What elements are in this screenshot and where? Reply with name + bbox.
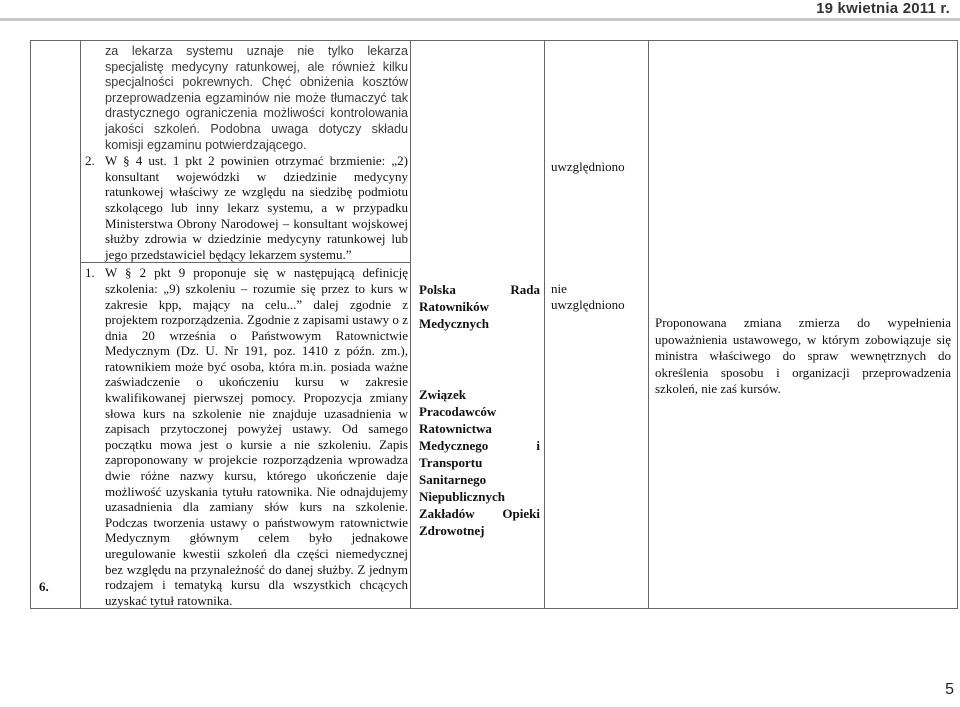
remark-item-2-text: W § 4 ust. 1 pkt 2 powinien otrzymać brzmienie: „2) konsultant wojewódzki w dziedzinie medycyny ratunkowej właściwy ze względu na siedzibę podmiotu szkolącego lub inny lekarz systemu, a w przypadku Ministerstwa Obrony Narodowej – konsultant wojskowej służby zdrowia w dziedzinie medycyny ratunkowej lub jego przedstawiciel będący lekarzem systemu.” (105, 153, 408, 262)
remark-item-3-text: W § 2 pkt 9 proponuje się w następującą definicję szkolenia: „9) szkoleniu – rozumie się przez to kurs w zakresie kpp, mający na celu...” dalej zgodnie z projektem rozporządzenia. Zgodnie z zapisami ustawy o z dnia 20 września o Państwowym Ratownictwie Medycznym (Dz. U. Nr 191, poz. 1410 z późn. zm.), ratownikiem może być osoba, która m.in. posiada ważne zaświadczenie o ukończeniu kursu w zakresie kwalifikowanej pierwszej pomocy. Propozycja zmiany słowa kurs na szkolenie nie znajduje uzasadnienia w zapisach przytoczonej powyżej ustawy. Od samego początku mowa jest o kursie a nie szkoleniu. Zapis zaproponowany w projekcie rozporządzenia wprowadza dwie różne nazwy kursu, którego ukończenie daje możliwość uzyskania tytułu ratownika. Nie odnajdujemy uzasadnienia dla zamiany słów kurs na szkolenie. Podczas tworzenia ustawy o państwowym ratownictwie Medycznym głównym celem było jednakowe uregulowanie kwestii szkoleń dla części niemedycznej bez względu na przynależność do danej służby. Z jednym rodzajem i tematyką kursu dla wszystkich chcących uzyskać tytuł ratownika. (105, 265, 408, 608)
document-date: 19 kwietnia 2011 r. (816, 0, 950, 17)
response-comment-cell (649, 41, 958, 609)
remark-item-2-marker: 2. (85, 153, 95, 169)
response-comment: Proponowana zmiana zmierza do wypełnienia upoważnienia ustawowego, w którym zobowiązuje się ministra właściwego do spraw wewnętrznych do określenia sposobu i organizacji przeprowadzenia szkoleń, nie zaś kursów. (655, 315, 951, 396)
remark-item-2 (85, 153, 410, 262)
comments-table (30, 40, 958, 609)
remark-content-cell (81, 41, 411, 609)
header-rule (0, 18, 960, 21)
author-organizations: Polska Rada Ratowników Medycznych Związek Pracodawców Ratownictwa Medycznego i Transportu Sanitarnego Niepublicznych Zakładów Opieki Zdrowotnej (419, 282, 540, 538)
page-number: 5 (945, 681, 954, 698)
remark-item-1-text: za lekarza systemu uznaje nie tylko lekarza specjalistę medycyny ratunkowej, ale również kilku specjalności pokrewnych. Chęć obniżenia kosztów przeprowadzenia egzaminów nie może tłumaczyć tak drastycznego ograniczenia możliwości kontrolowania jakości szkoleń. Podobna uwaga dotyczy składu komisji egzaminu potwierdzającego. (105, 44, 408, 152)
row-number (31, 41, 81, 609)
row-number-label: 6. (39, 578, 49, 594)
remark-item-3 (81, 262, 410, 608)
status-item-2: uwzględniono (551, 159, 625, 174)
author-cell (411, 41, 545, 609)
status-item-3: nie uwzględniono (551, 280, 625, 312)
remark-item-1 (85, 44, 410, 153)
remark-item-3-marker: 1. (85, 265, 95, 281)
status-cell (545, 41, 649, 609)
table-row (31, 41, 958, 609)
